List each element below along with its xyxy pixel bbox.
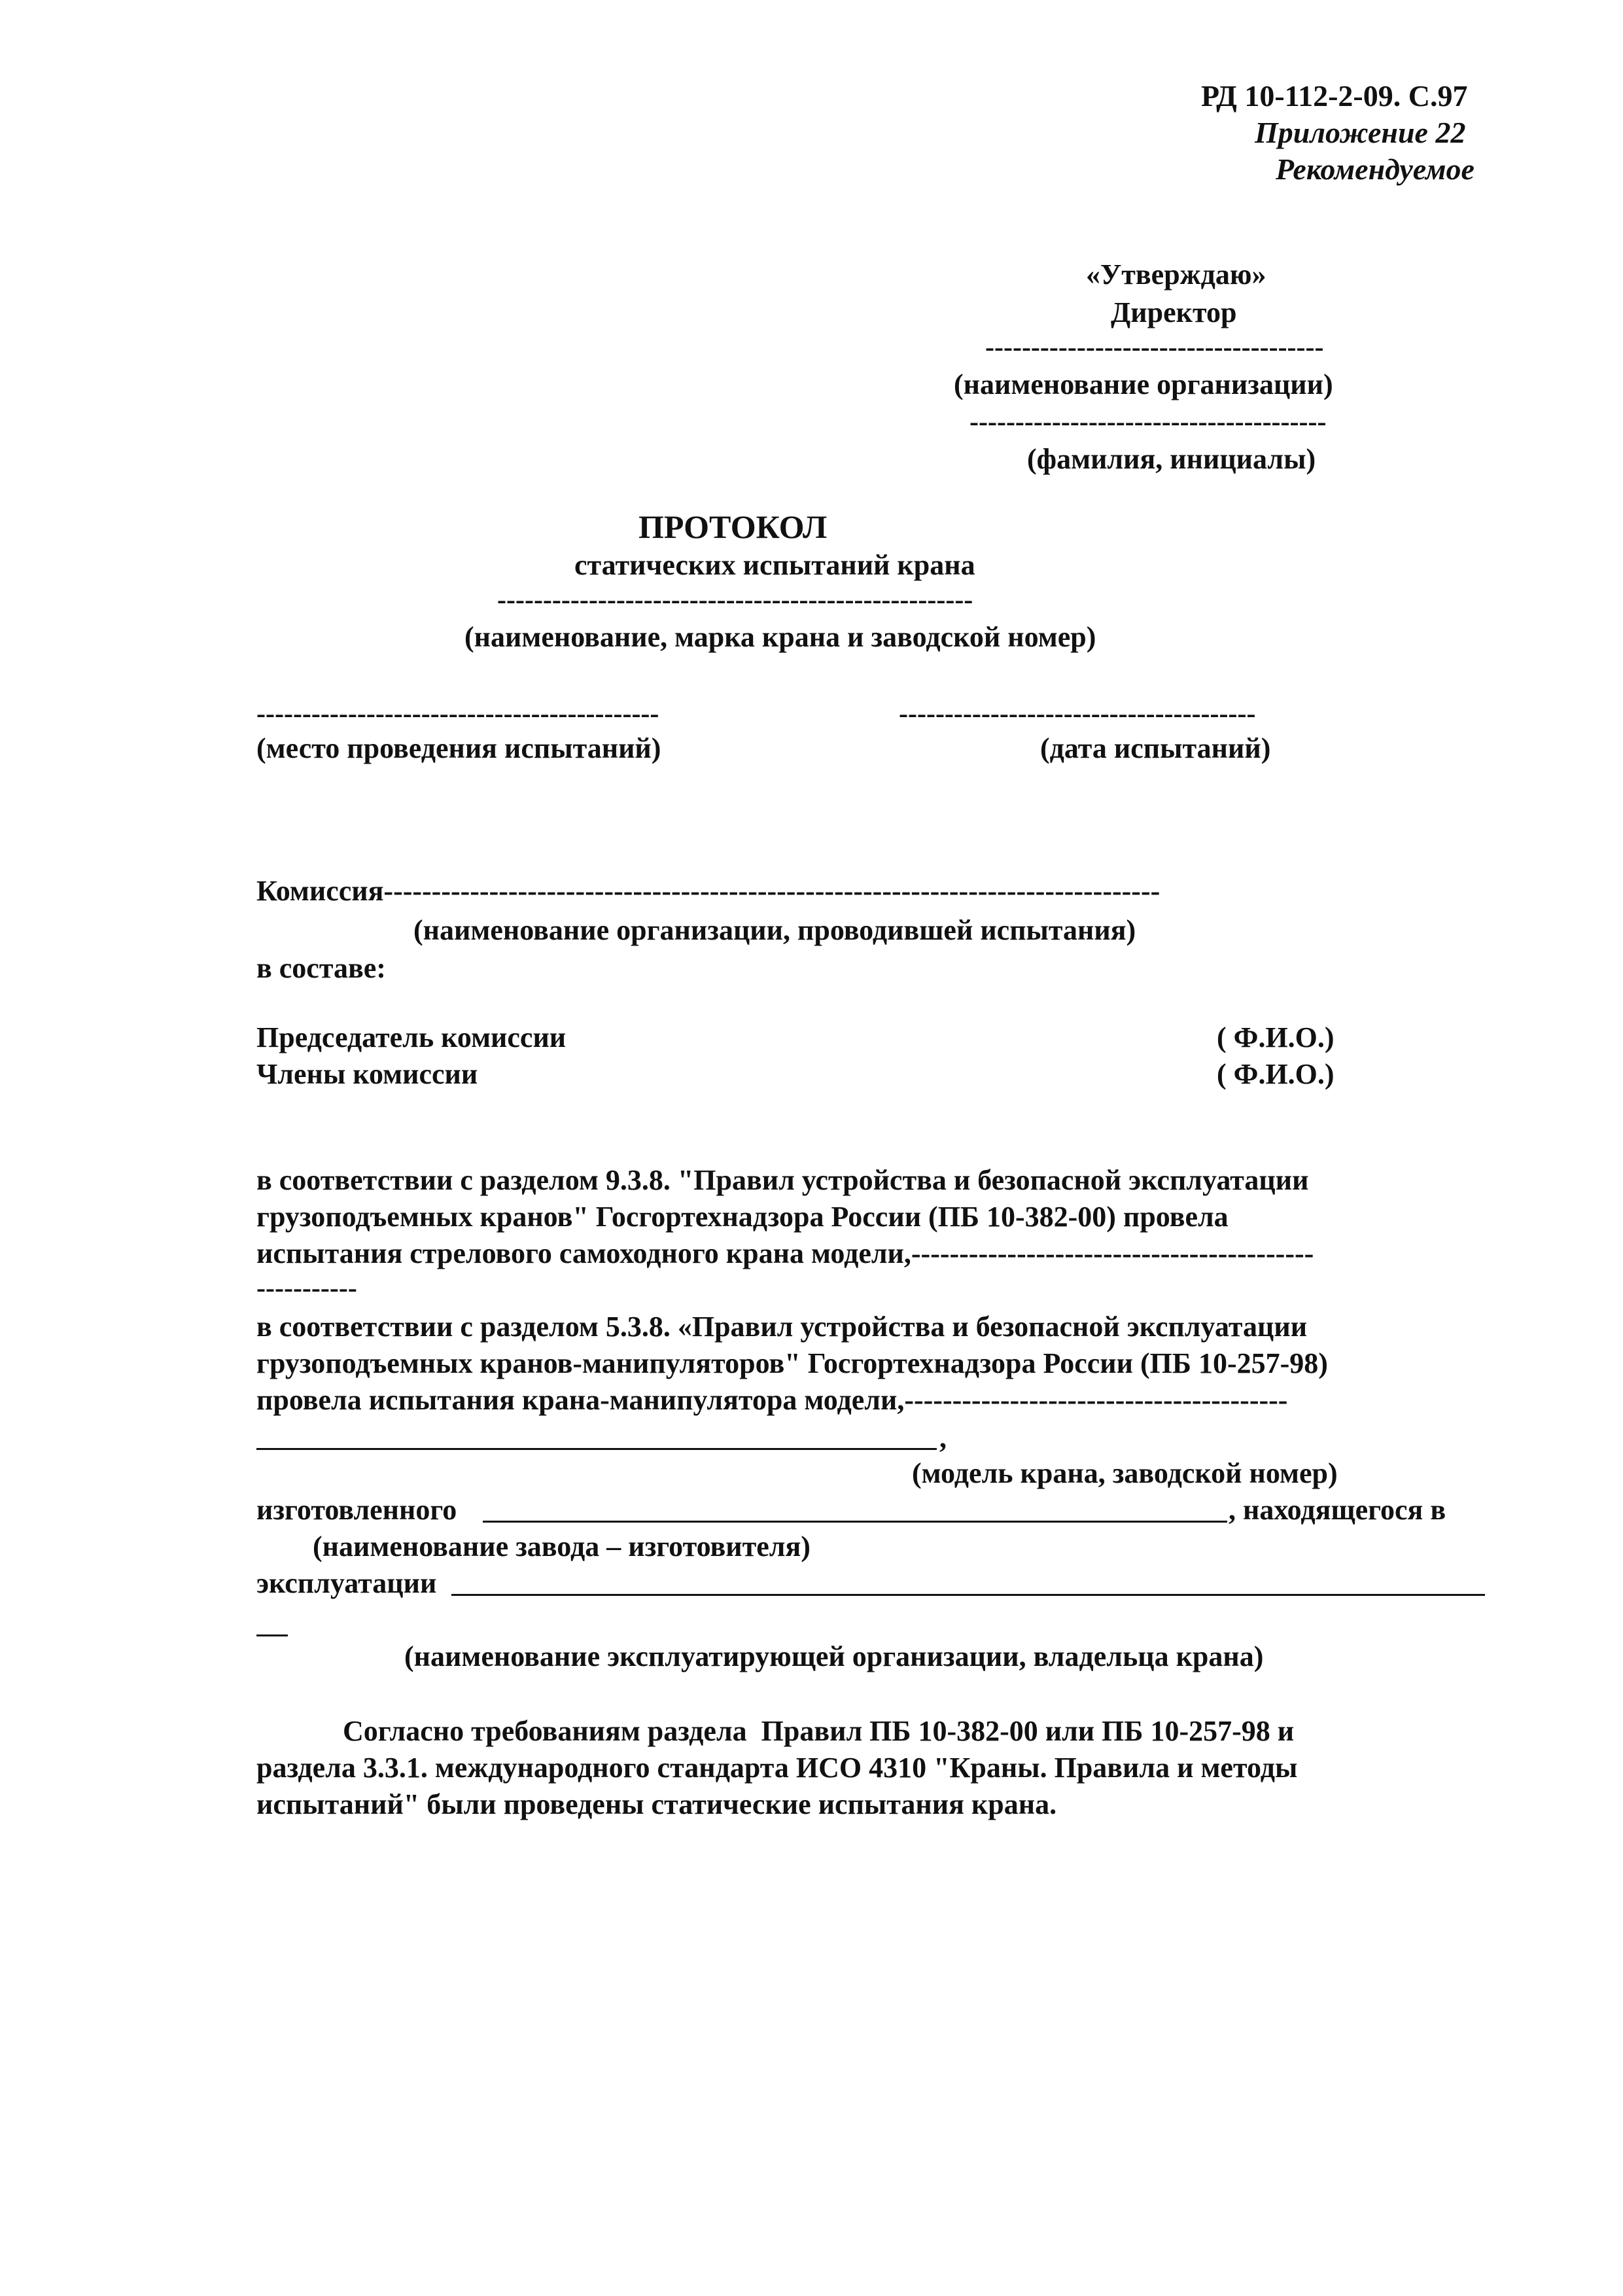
model-comma: , xyxy=(939,1422,947,1454)
operator-underline-continuation xyxy=(256,1634,288,1636)
located-label: , находящегося в xyxy=(1229,1494,1446,1526)
approval-name-caption: (фамилия, инициалы) xyxy=(1027,443,1316,475)
approval-dash-line-1: ------------------------------------- xyxy=(985,332,1324,362)
place-dash-line: -------------------------------------------- xyxy=(256,699,659,729)
document-reference: РД 10-112-2-09. С.97 xyxy=(1201,79,1468,113)
crane-dash-line: ---------------------------------------------------- xyxy=(497,585,973,615)
final-paragraph-line-3: испытаний" были проведены статические испытания крана. xyxy=(256,1788,1057,1820)
director-label: Директор xyxy=(1111,296,1237,328)
members-label: Члены комиссии xyxy=(256,1058,478,1090)
members-fio: ( Ф.И.О.) xyxy=(1217,1058,1335,1090)
commission-label: Комиссия--------------------------------------------------------------------------------- xyxy=(256,875,1161,907)
appendix-label: Приложение 22 xyxy=(1255,116,1466,149)
place-caption: (место проведения испытаний) xyxy=(256,732,661,764)
operator-caption: (наименование эксплуатирующей организации, владельца крана) xyxy=(404,1640,1264,1672)
manufactured-label: изготовленного xyxy=(256,1494,457,1526)
paragraph-1-line-1: в соответствии с разделом 9.3.8. "Правил устройства и безопасной эксплуатации xyxy=(256,1164,1309,1196)
document-title: ПРОТОКОЛ xyxy=(638,508,828,545)
approval-org-caption: (наименование организации) xyxy=(954,368,1333,400)
plant-caption: (наименование завода – изготовителя) xyxy=(313,1530,811,1563)
paragraph-1-line-2: грузоподъемных кранов" Госгортехнадзора России (ПБ 10-382-00) провела xyxy=(256,1201,1229,1233)
paragraph-1-line-3: испытания стрелового самоходного крана модели,------------------------------------------ xyxy=(256,1237,1314,1269)
model-caption: (модель крана, заводской номер) xyxy=(912,1457,1338,1489)
final-paragraph-line-2: раздела 3.3.1. международного стандарта ИСО 4310 "Краны. Правила и методы xyxy=(256,1752,1298,1784)
crane-caption: (наименование, марка крана и заводской номер) xyxy=(464,621,1096,653)
operator-underline xyxy=(451,1594,1485,1596)
document-subtitle: статических испытаний крана xyxy=(574,549,975,581)
date-dash-line: --------------------------------------- xyxy=(899,699,1256,729)
operation-label: эксплуатации xyxy=(256,1567,437,1599)
final-paragraph-line-1: Согласно требованиям раздела Правил ПБ 10-382-00 или ПБ 10-257-98 и xyxy=(343,1715,1295,1747)
commission-composition: в составе: xyxy=(256,952,386,984)
commission-org-caption: (наименование организации, проводившей испытания) xyxy=(413,914,1136,946)
paragraph-1-line-4: ----------- xyxy=(256,1273,357,1303)
model-underline xyxy=(256,1448,937,1450)
date-caption: (дата испытаний) xyxy=(1040,732,1271,764)
chairman-fio: ( Ф.И.О.) xyxy=(1217,1021,1335,1053)
manufacturer-underline xyxy=(483,1521,1227,1523)
approve-label: «Утверждаю» xyxy=(1086,258,1266,291)
paragraph-2-line-2: грузоподъемных кранов-манипуляторов" Госгортехнадзора России (ПБ 10-257-98) xyxy=(256,1347,1328,1379)
paragraph-2-line-3: провела испытания крана-манипулятора модели,---------------------------------------- xyxy=(256,1384,1288,1416)
paragraph-2-line-1: в соответствии с разделом 5.3.8. «Правил устройства и безопасной эксплуатации xyxy=(256,1311,1308,1343)
recommended-label: Рекомендуемое xyxy=(1276,152,1475,186)
chairman-label: Председатель комиссии xyxy=(256,1021,567,1053)
approval-dash-line-2: --------------------------------------- xyxy=(969,407,1327,437)
